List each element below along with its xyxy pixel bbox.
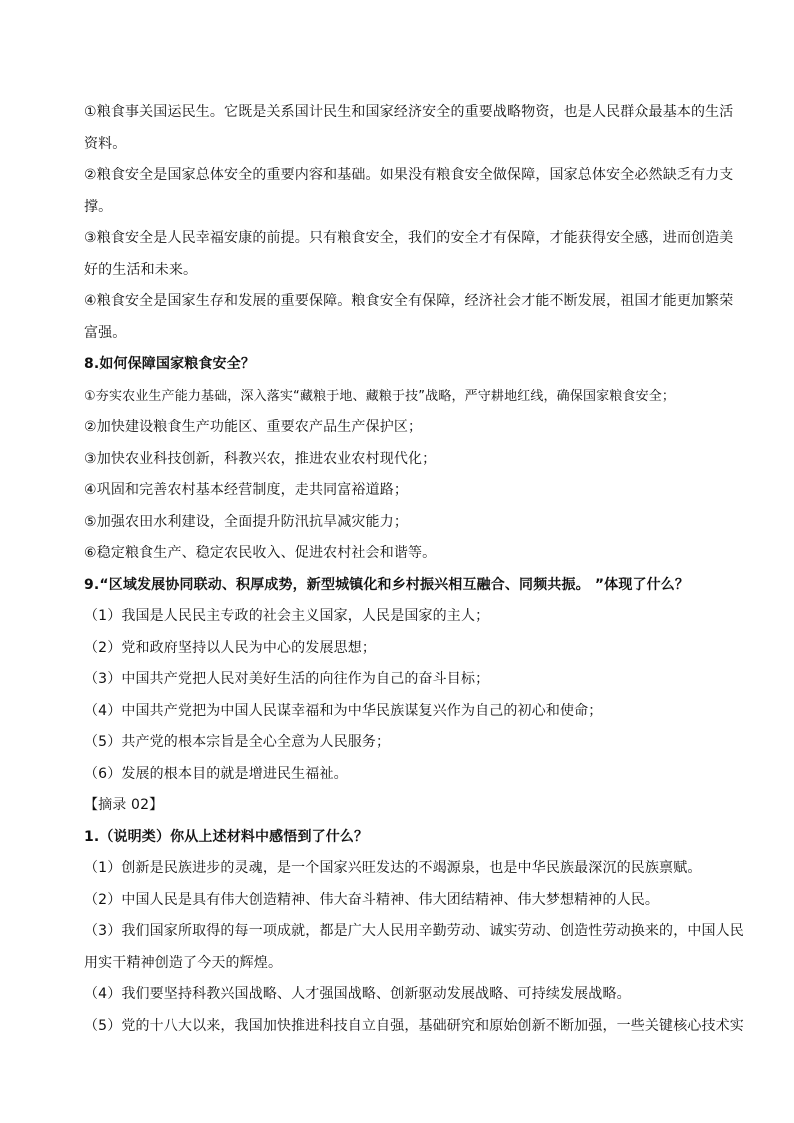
text-line: 用实干精神创造了今天的辉煌。: [84, 954, 283, 971]
text-line: ③加快农业科技创新，科教兴农，推进农业农村现代化；: [84, 450, 437, 467]
text-line: ①粮食事关国运民生。它既是关系国计民生和国家经济安全的重要战略物资，也是人民群众最基本的生活: [84, 104, 734, 120]
text-line: ④粮食安全是国家生存和发展的重要保障。粮食安全有保障，经济社会才能不断发展，祖国才能更加繁荣: [84, 293, 734, 309]
text-line: （5）共产党的根本宗旨是全心全意为人民服务；: [84, 734, 391, 750]
text-line: （2）党和政府坚持以人民为中心的发展思想；: [84, 639, 377, 656]
text-line: 资料。: [84, 135, 127, 152]
text-line: 好的生活和未来。: [84, 261, 198, 278]
text-line: ①夯实农业生产能力基础，深入落实“藏粮于地、藏粮于技”战略，严守耕地红线，确保国家粮食安全；: [84, 388, 676, 404]
text-line: ⑥稳定粮食生产、稳定农民收入、促进农村社会和谐等。: [84, 545, 437, 561]
question-heading: 9.“区域发展协同联动、积厚成势，新型城镇化和乡村振兴相互融合、同频共振。 ”体现了什么？: [84, 576, 690, 593]
text-line: （4）中国共产党把为中国人民谋幸福和为中华民族谋复兴作为自己的初心和使命；: [84, 702, 603, 719]
text-line: 撑。: [84, 198, 113, 215]
text-line: （3）中国共产党把人民对美好生活的向往作为自己的奋斗目标；: [84, 671, 490, 687]
text-line: （1）我国是人民民主专政的社会主义国家，人民是国家的主人；: [84, 608, 490, 624]
text-line: （2）中国人民是具有伟大创造精神、伟大奋斗精神、伟大团结精神、伟大梦想精神的人民。: [84, 891, 660, 908]
text-line: ②加快建设粮食生产功能区、重要农产品生产保护区；: [84, 419, 423, 435]
text-line: （5）党的十八大以来，我国加快推进科技自立自强，基础研究和原始创新不断加强，一些关键核心技术实: [84, 1017, 744, 1034]
text-line: 【摘录 02】: [84, 797, 164, 813]
text-line: （3）我们国家所取得的每一项成就，都是广大人民用辛勤劳动、诚实劳动、创造性劳动换来的，中国人民: [84, 923, 744, 939]
question-heading: 1.（说明类）你从上述材料中感悟到了什么？: [84, 828, 369, 845]
text-line: ②粮食安全是国家总体安全的重要内容和基础。如果没有粮食安全做保障，国家总体安全必然缺乏有力支: [84, 167, 734, 183]
text-line: 富强。: [84, 324, 127, 341]
text-line: ③粮食安全是人民幸福安康的前提。只有粮食安全，我们的安全才有保障，才能获得安全感，进而创造美: [84, 230, 734, 246]
text-line: ④巩固和完善农村基本经营制度，走共同富裕道路；: [84, 482, 408, 498]
document-page: [84, 97, 744, 1042]
text-line: ⑤加强农田水利建设，全面提升防汛抗旱减灾能力；: [84, 513, 408, 530]
question-heading: 8.如何保障国家粮食安全？: [84, 356, 256, 372]
text-line: （6）发展的根本目的就是增进民生福祉。: [84, 765, 348, 782]
text-line: （1）创新是民族进步的灵魂，是一个国家兴旺发达的不竭源泉，也是中华民族最深沉的民族禀赋。: [84, 860, 702, 876]
text-line: （4）我们要坚持科教兴国战略、人才强国战略、创新驱动发展战略、可持续发展战略。: [84, 986, 631, 1002]
